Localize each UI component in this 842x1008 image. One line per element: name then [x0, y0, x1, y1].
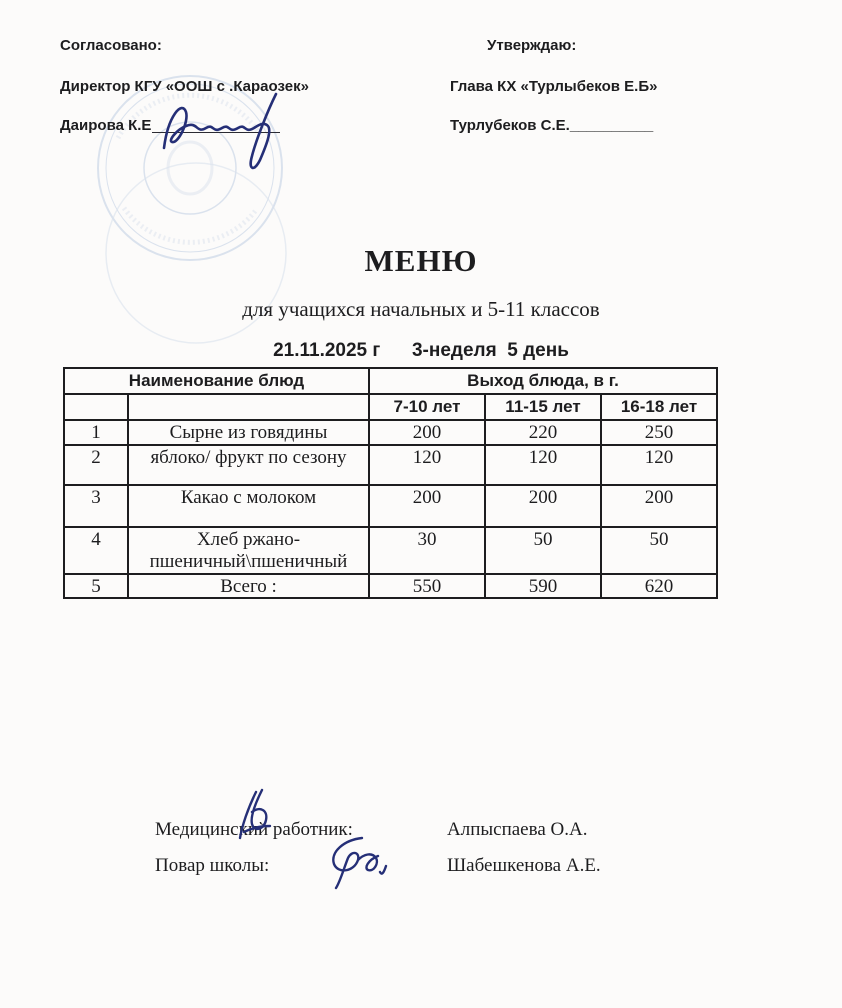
dish-name: Всего :	[128, 574, 369, 599]
dish-weight: 250	[601, 420, 717, 445]
dish-name: Сырне из говядины	[128, 420, 369, 445]
table-header-row-2	[64, 394, 717, 420]
table-row	[64, 485, 717, 527]
table-row	[64, 527, 717, 574]
medical-worker-label: Медицинский работник:	[155, 819, 353, 840]
header-empty-num	[64, 394, 128, 420]
table-row	[64, 445, 717, 485]
dish-weight: 220	[485, 420, 601, 445]
header-age-0: 7-10 лет	[369, 394, 485, 420]
approval-left-block	[60, 38, 400, 140]
medical-worker-name: Алпыспаева О.А.	[447, 819, 588, 840]
row-num: 4	[64, 527, 128, 574]
row-num: 3	[64, 485, 128, 527]
dish-weight: 120	[485, 445, 601, 485]
approval-left-org: Директор КГУ «ООШ с .Караозек»	[60, 78, 309, 95]
director-signature-icon	[156, 86, 316, 176]
dish-weight: 590	[485, 574, 601, 599]
header-output-col: Выход блюда, в г.	[369, 368, 717, 394]
header-age-1: 11-15 лет	[485, 394, 601, 420]
medical-worker-signature-icon	[228, 786, 288, 848]
row-num: 5	[64, 574, 128, 599]
dish-weight: 620	[601, 574, 717, 599]
row-num: 1	[64, 420, 128, 445]
approval-right-org: Глава КХ «Турлыбеков Е.Б»	[450, 78, 658, 95]
cook-row	[155, 848, 715, 884]
cook-signature-icon	[322, 832, 402, 892]
approval-left-heading: Согласовано:	[60, 37, 162, 54]
dish-weight: 50	[485, 527, 601, 574]
cook-label: Повар школы:	[155, 855, 270, 876]
dish-name: яблоко/ фрукт по сезону	[128, 445, 369, 485]
page-title: МЕНЮ	[364, 243, 478, 278]
header-name-col: Наименование блюд	[64, 368, 369, 394]
approval-right-heading: Утверждаю:	[487, 37, 577, 54]
approval-right-name: Турлубеков С.Е.__________	[450, 117, 654, 134]
dish-weight: 200	[369, 420, 485, 445]
dish-weight: 50	[601, 527, 717, 574]
approval-left-signature-row	[60, 118, 400, 140]
dish-name: Хлеб ржано-пшеничный\пшеничный	[128, 527, 369, 574]
dish-weight: 200	[369, 485, 485, 527]
dish-weight: 120	[369, 445, 485, 485]
dish-weight: 200	[485, 485, 601, 527]
row-num: 2	[64, 445, 128, 485]
table-row	[64, 420, 717, 445]
title-block	[0, 243, 842, 362]
header-empty-name	[128, 394, 369, 420]
approval-right-block	[450, 38, 780, 140]
dish-name: Какао с молоком	[128, 485, 369, 527]
header-age-2: 16-18 лет	[601, 394, 717, 420]
menu-date-line: 21.11.2025 г 3-неделя 5 день	[273, 340, 569, 361]
approval-right-signature-row	[450, 118, 780, 140]
menu-table	[63, 367, 718, 599]
dish-weight: 550	[369, 574, 485, 599]
table-header-row-1	[64, 368, 717, 394]
page-subtitle: для учащихся начальных и 5-11 классов	[242, 297, 600, 321]
dish-weight: 200	[601, 485, 717, 527]
dish-weight: 30	[369, 527, 485, 574]
approval-left-name: Даирова К.Е	[60, 117, 152, 134]
dish-weight: 120	[601, 445, 717, 485]
table-row-total	[64, 574, 717, 599]
cook-name: Шабешкенова А.Е.	[447, 855, 601, 876]
